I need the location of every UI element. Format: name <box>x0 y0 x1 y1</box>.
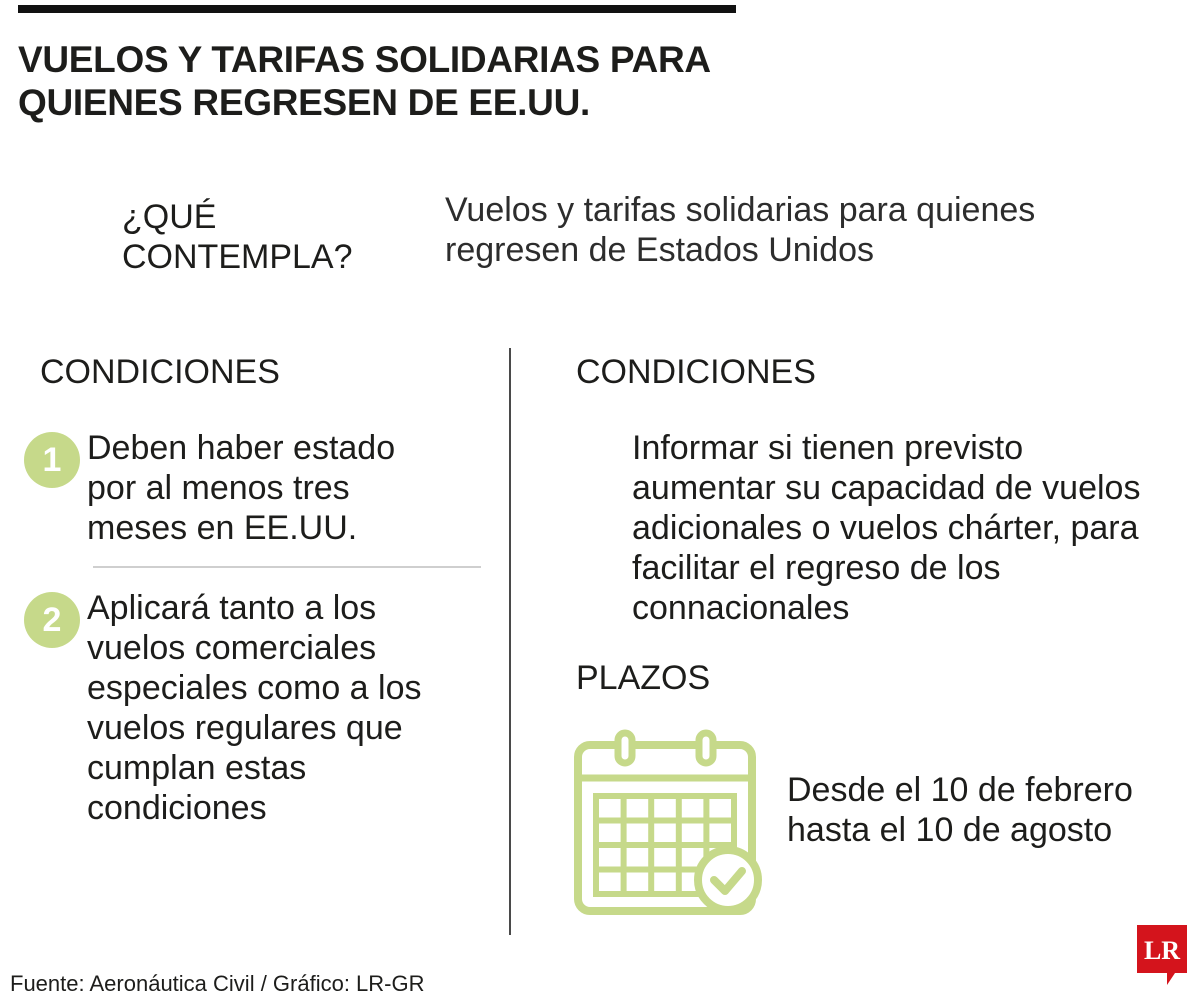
condition-line: cumplan estas <box>87 749 307 787</box>
title-line: VUELOS Y TARIFAS SOLIDARIAS PARA <box>18 39 711 80</box>
summary-text-line: Vuelos y tarifas solidarias para quienes <box>445 191 1036 229</box>
page-title <box>18 38 711 124</box>
condition-number-badge: 2 <box>24 592 80 648</box>
plazos-line: Desde el 10 de febrero <box>787 771 1133 809</box>
summary-label-line: CONTEMPLA? <box>122 238 353 276</box>
summary-text-line: regresen de Estados Unidos <box>445 231 875 269</box>
item-divider <box>93 566 481 568</box>
source-credit: Fuente: Aeronáutica Civil / Gráfico: LR-GR <box>10 971 425 996</box>
right-condition-line: adicionales o vuelos chárter, para <box>632 509 1139 547</box>
right-condition-line: connacionales <box>632 589 850 627</box>
condition-line: Deben haber estado <box>87 429 396 467</box>
right-conditions-heading: CONDICIONES <box>576 353 816 391</box>
column-divider <box>509 348 511 935</box>
logo-text: LR <box>1143 936 1181 965</box>
title-line: QUIENES REGRESEN DE EE.UU. <box>18 82 590 123</box>
right-condition-line: facilitar el regreso de los <box>632 549 1001 587</box>
right-condition-line: Informar si tienen previsto <box>632 429 1024 467</box>
condition-line: condiciones <box>87 789 267 827</box>
condition-line: meses en EE.UU. <box>87 509 358 547</box>
plazos-heading: PLAZOS <box>576 659 711 697</box>
plazos-text <box>787 770 1133 850</box>
condition-line: vuelos regulares que <box>87 709 403 747</box>
top-rule <box>18 5 736 13</box>
plazos-line: hasta el 10 de agosto <box>787 811 1113 849</box>
calendar-check-icon <box>570 728 770 923</box>
condition-line: por al menos tres <box>87 469 350 507</box>
condition-item-2 <box>87 588 422 828</box>
summary-label-line: ¿QUÉ <box>122 198 217 236</box>
left-conditions-heading: CONDICIONES <box>40 353 280 391</box>
condition-number-badge: 1 <box>24 432 80 488</box>
right-condition-line: aumentar su capacidad de vuelos <box>632 469 1141 507</box>
condition-line: vuelos comerciales <box>87 629 377 667</box>
condition-line: Aplicará tanto a los <box>87 589 377 627</box>
right-conditions-text <box>632 428 1140 628</box>
summary-label <box>122 197 353 277</box>
condition-item-1 <box>87 428 395 548</box>
lr-logo <box>1137 925 1187 987</box>
summary-text <box>445 190 1035 270</box>
condition-line: especiales como a los <box>87 669 422 707</box>
